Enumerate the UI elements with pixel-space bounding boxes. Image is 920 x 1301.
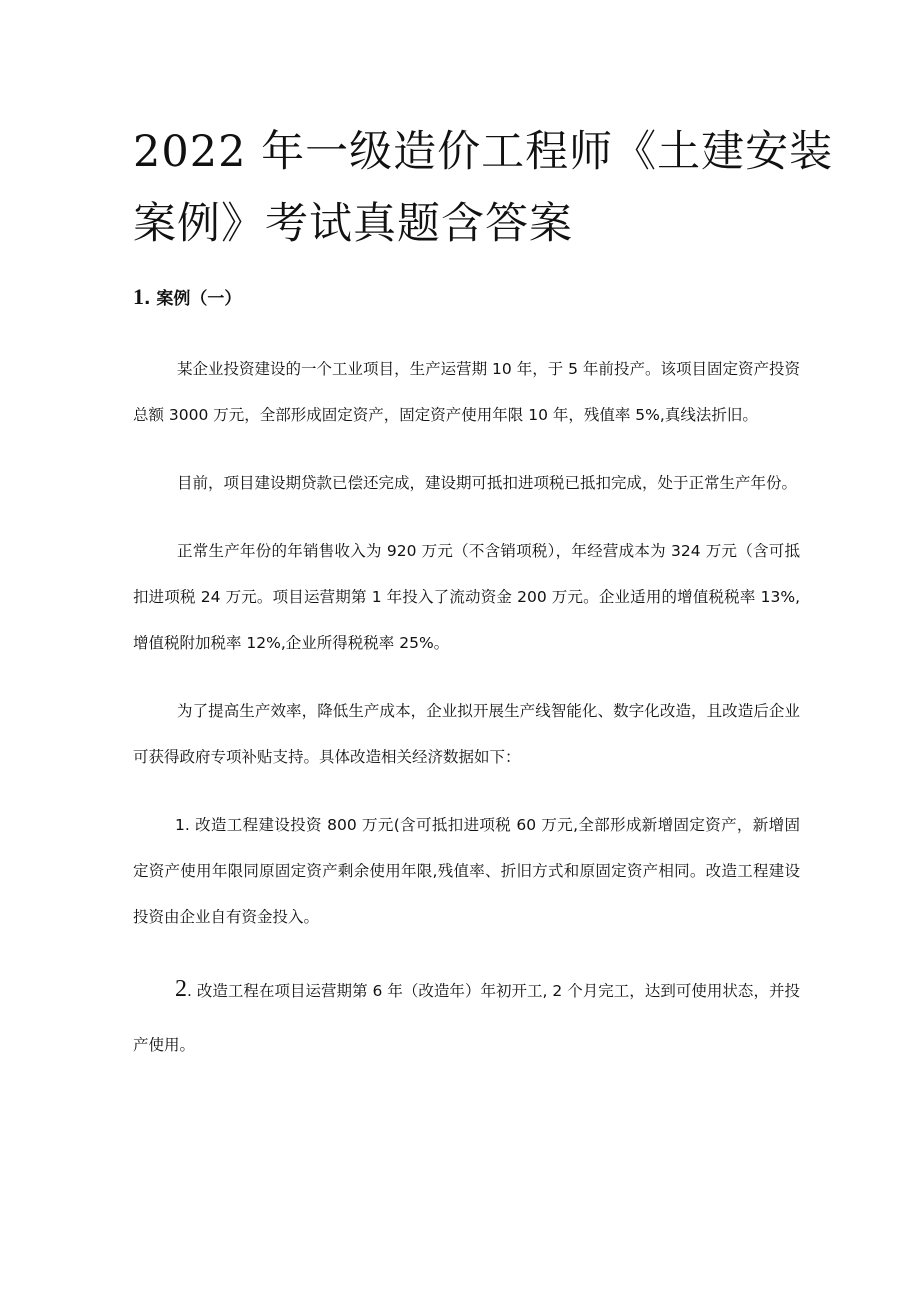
- title-line-2: 案例》考试真题含答案: [133, 199, 573, 249]
- document-title: [133, 116, 834, 260]
- paragraph-item-1: 1. 改造工程建设投资 800 万元(含可抵扣进项税 60 万元,全部形成新增固定资产，新增固定资产使用年限同原固定资产剩余使用年限,残值率、折旧方式和原固定资产相同。改造工程建设投资由企业自有资金投入。: [133, 816, 800, 926]
- item-2-text: . 改造工程在项目运营期第 6 年（改造年）年初开工, 2 个月完工，达到可使用状态，并投产使用。: [133, 982, 800, 1054]
- paragraph-normal-production: 正常生产年份的年销售收入为 920 万元（不含销项税），年经营成本为 324 万元（含可抵扣进项税 24 万元。项目运营期第 1 年投入了流动资金 200 万元。企业适用的增值税税率 13%,增值税附加税率 12%,企业所得税税率 25%。: [133, 542, 800, 652]
- title-line-1: 2022 年一级造价工程师《土建安装: [133, 127, 834, 177]
- section-heading: [133, 282, 800, 314]
- paragraph-current-status: 目前，项目建设期贷款已偿还完成，建设期可抵扣进项税已抵扣完成，处于正常生产年份。: [177, 474, 798, 492]
- paragraph-item-2: [133, 962, 800, 1072]
- paragraph-renovation-intro: 为了提高生产效率，降低生产成本，企业拟开展生产线智能化、数字化改造，且改造后企业可获得政府专项补贴支持。具体改造相关经济数据如下：: [133, 702, 800, 766]
- item-2-number: 2: [175, 976, 187, 1002]
- paragraph-project-background: 某企业投资建设的一个工业项目，生产运营期 10 年，于 5 年前投产。该项目固定资产投资总额 3000 万元，全部形成固定资产，固定资产使用年限 10 年，残值率 5%,真线法折旧。: [133, 360, 800, 424]
- section-number: 1: [133, 284, 144, 309]
- section-label: . 案例（一）: [144, 289, 242, 309]
